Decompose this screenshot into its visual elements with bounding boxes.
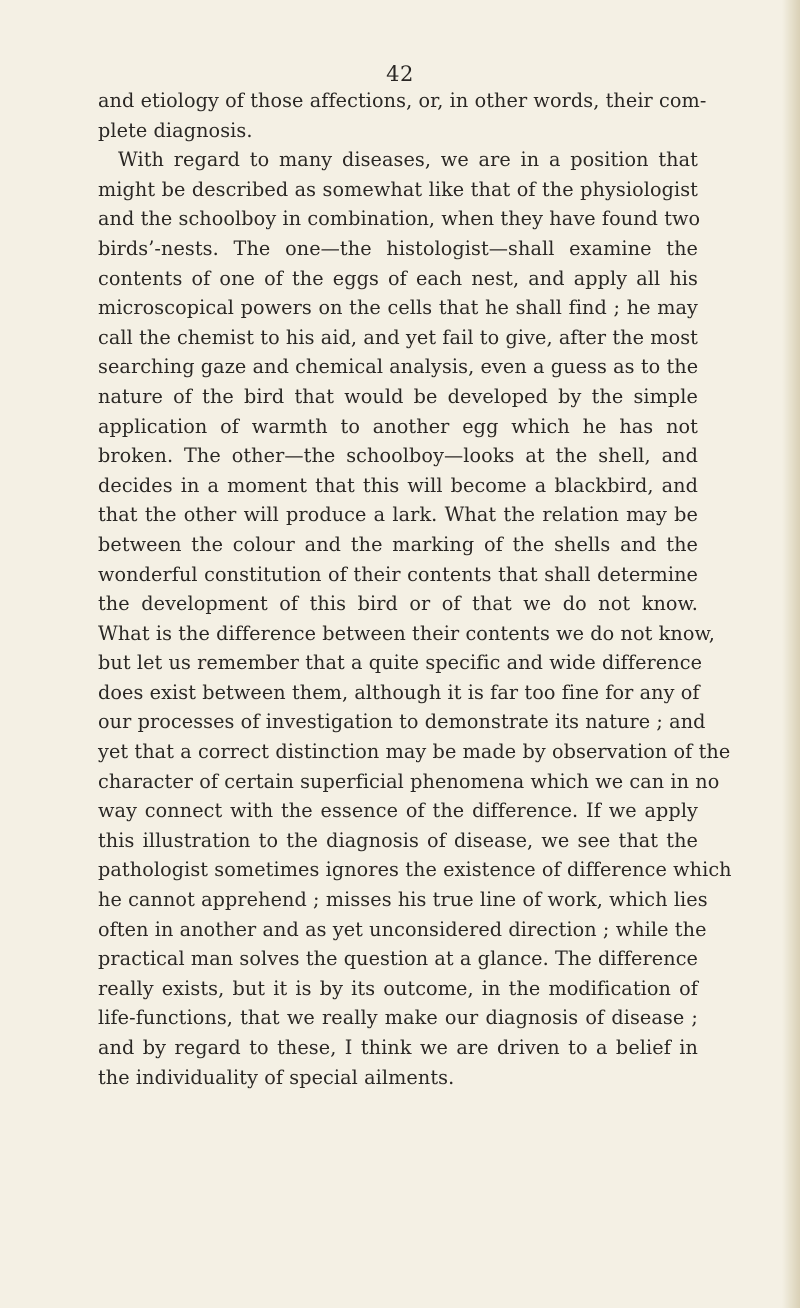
text-line: yet that a correct distinction may be made by observation of the [98, 740, 731, 764]
text-line: between the colour and the marking of the shells and the [98, 532, 698, 556]
text-line: searching gaze and chemical analysis, even a guess as to the [98, 355, 699, 379]
text-line: With regard to many diseases, we are in a position that [118, 148, 698, 172]
text-line: might be described as somewhat like that of the physiologist [98, 177, 698, 201]
text-line: but let us remember that a quite specific and wide difference [98, 651, 703, 675]
text-line: the individuality of special ailments. [98, 1065, 455, 1089]
text-line: way connect with the essence of the difference. If we apply [98, 799, 698, 823]
text-line: call the chemist to his aid, and yet fail to give, after the most [98, 325, 698, 349]
text-line: pathologist sometimes ignores the existence of difference which [98, 858, 732, 882]
text-line: that the other will produce a lark. What the relation may be [98, 503, 698, 527]
text-line: often in another and as yet unconsidered direction ; while the [98, 917, 707, 941]
text-line: and by regard to these, I think we are driven to a belief in [98, 1036, 698, 1059]
text-line: broken. The other—the schoolboy—looks at the shell, and [98, 444, 698, 468]
page-number: 42 [386, 62, 414, 86]
text-line: wonderful constitution of their contents that shall determine [98, 562, 698, 586]
text-line: this illustration to the diagnosis of disease, we see that the [98, 828, 698, 852]
text-line: our processes of investigation to demonstrate its nature ; and [98, 710, 706, 734]
text-line: character of certain superficial phenomena which we can in no [98, 769, 720, 793]
text-line: plete diagnosis. [98, 118, 253, 142]
text-line: microscopical powers on the cells that he shall find ; he may [98, 296, 698, 320]
text-line: does exist between them, although it is far too fine for any of [98, 680, 700, 704]
text-line: nature of the bird that would be developed by the simple [98, 384, 698, 408]
text-line: he cannot apprehend ; misses his true line of work, which lies [98, 888, 708, 912]
text-line: the development of this bird or of that we do not know. [98, 592, 698, 616]
text-line: life-functions, that we really make our diagnosis of disease ; [98, 1006, 698, 1030]
text-line: contents of one of the eggs of each nest, and apply all his [98, 266, 698, 290]
body-text [98, 86, 732, 1092]
text-line: What is the difference between their contents we do not know, [98, 621, 715, 645]
text-line: really exists, but it is by its outcome, in the modification of [98, 976, 698, 1000]
text-line: and etiology of those affections, or, in other words, their com- [98, 89, 707, 112]
page-edge-shadow [782, 0, 800, 1308]
text-line: and the schoolboy in combination, when they have found two [98, 207, 701, 231]
text-line: decides in a moment that this will become a blackbird, and [98, 473, 698, 497]
text-line: birds’-nests. The one—the histologist—shall examine the [98, 236, 698, 260]
text-line: application of warmth to another egg which he has not [98, 414, 698, 438]
text-line: practical man solves the question at a glance. The difference [98, 947, 698, 971]
